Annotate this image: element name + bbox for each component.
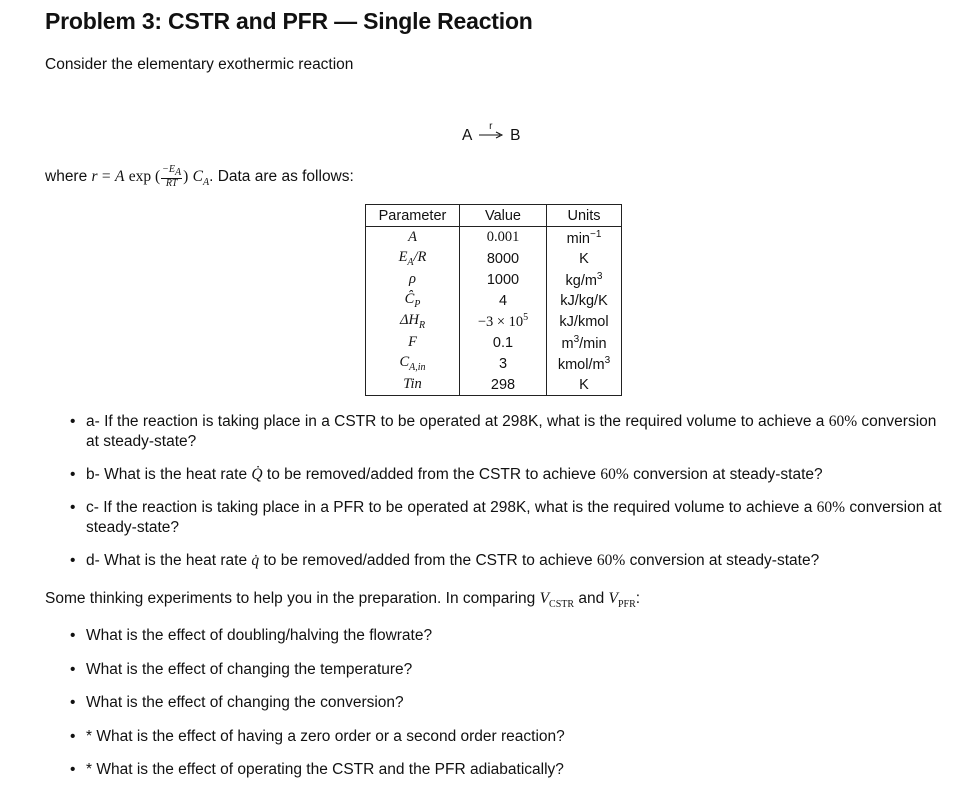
list-item: • What is the effect of changing the conversion? — [70, 693, 565, 713]
exp-function: exp — [128, 168, 152, 186]
experiment-list — [70, 626, 565, 794]
units-cell: $m^3/\min$ — [547, 332, 622, 353]
question-a: • a- If the reaction is taking place in a CSTR to be operated at 298K, what is the required volume to achieve a 60% conversion at steady-state? — [70, 412, 950, 452]
units-cell: $kg/m^3$ — [547, 269, 622, 290]
thinking-intro: Some thinking experiments to help you in the preparation. In comparing $V_{CSTR}$ and $V_{PFR}$: — [45, 590, 641, 611]
value-cell: 0.1 — [460, 332, 547, 353]
data-follow-text: . Data are as follows: — [209, 168, 354, 186]
page-title: Problem 3: CSTR and PFR — Single Reaction — [45, 8, 533, 34]
value-cell: 3 — [460, 353, 547, 374]
equals-sign: = — [101, 168, 111, 186]
value-cell: 298 — [460, 374, 547, 396]
parameter-table — [365, 204, 622, 396]
units-cell: kJ/kmol — [547, 311, 622, 332]
value-cell: $-3 \times 10^5$ — [460, 311, 547, 332]
exponent-fraction: $\frac{-E_A}{RT}$ — [162, 164, 182, 189]
units-cell: kmol/$m^3$ — [547, 353, 622, 374]
header-units: Units — [547, 205, 622, 227]
table-row — [366, 374, 622, 396]
units-cell: K — [547, 374, 622, 396]
reactant: A — [462, 127, 472, 144]
value-cell: 8000 — [460, 248, 547, 269]
value-cell: 1000 — [460, 269, 547, 290]
rate-definition: where r = A exp ( $\frac{-E_A}{RT}$ ) $C_A$. Data are as follows: — [45, 164, 354, 189]
question-d: • d- What is the heat rate q̇ to be removed/added from the CSTR to achieve 60% conversion at steady-state? — [70, 551, 950, 571]
concentration-symbol: $C_A$ — [192, 168, 210, 189]
param-cell: $Ĉ_P$ — [366, 290, 460, 311]
units-cell: K — [547, 248, 622, 269]
param-cell: $C_{A,in}$ — [366, 353, 460, 374]
table-row — [366, 311, 622, 332]
value-cell: 0.001 — [460, 227, 547, 249]
question-c: • c- If the reaction is taking place in a PFR to be operated at 298K, what is the required volume to achieve a 60% conversion at steady-state? — [70, 498, 950, 538]
rate-symbol: r — [91, 168, 98, 186]
param-cell: F — [366, 332, 460, 353]
table-row — [366, 353, 622, 374]
preexp-symbol: A — [114, 168, 125, 186]
list-item: • * What is the effect of operating the CSTR and the PFR adiabatically? — [70, 760, 565, 780]
value-cell: 4 — [460, 290, 547, 311]
param-cell: Tin — [366, 374, 460, 396]
table-row — [366, 290, 622, 311]
question-b: • b- What is the heat rate Q̇ to be removed/added from the CSTR to achieve 60% conversion at steady-state? — [70, 465, 950, 485]
product: B — [510, 127, 521, 144]
units-cell: kJ/kg/K — [547, 290, 622, 311]
table-row — [366, 332, 622, 353]
question-list — [70, 412, 950, 584]
reaction-equation — [462, 121, 521, 146]
param-cell: A — [366, 227, 460, 249]
table-row — [366, 227, 622, 249]
header-parameter: Parameter — [366, 205, 460, 227]
rate-label: r — [489, 121, 493, 132]
list-item: • What is the effect of doubling/halving the flowrate? — [70, 626, 565, 646]
table-row — [366, 269, 622, 290]
units-cell: $\min^{-1}$ — [547, 227, 622, 249]
list-item: • * What is the effect of having a zero order or a second order reaction? — [70, 727, 565, 747]
param-cell: ρ — [366, 269, 460, 290]
reaction-arrow — [476, 121, 506, 146]
param-cell: $\Delta H_R$ — [366, 311, 460, 332]
param-cell: $E_A/R$ — [366, 248, 460, 269]
intro-text: Consider the elementary exothermic reaction — [45, 56, 354, 73]
where-word: where — [45, 168, 88, 186]
header-value: Value — [460, 205, 547, 227]
list-item: • What is the effect of changing the temperature? — [70, 660, 565, 680]
table-row — [366, 248, 622, 269]
